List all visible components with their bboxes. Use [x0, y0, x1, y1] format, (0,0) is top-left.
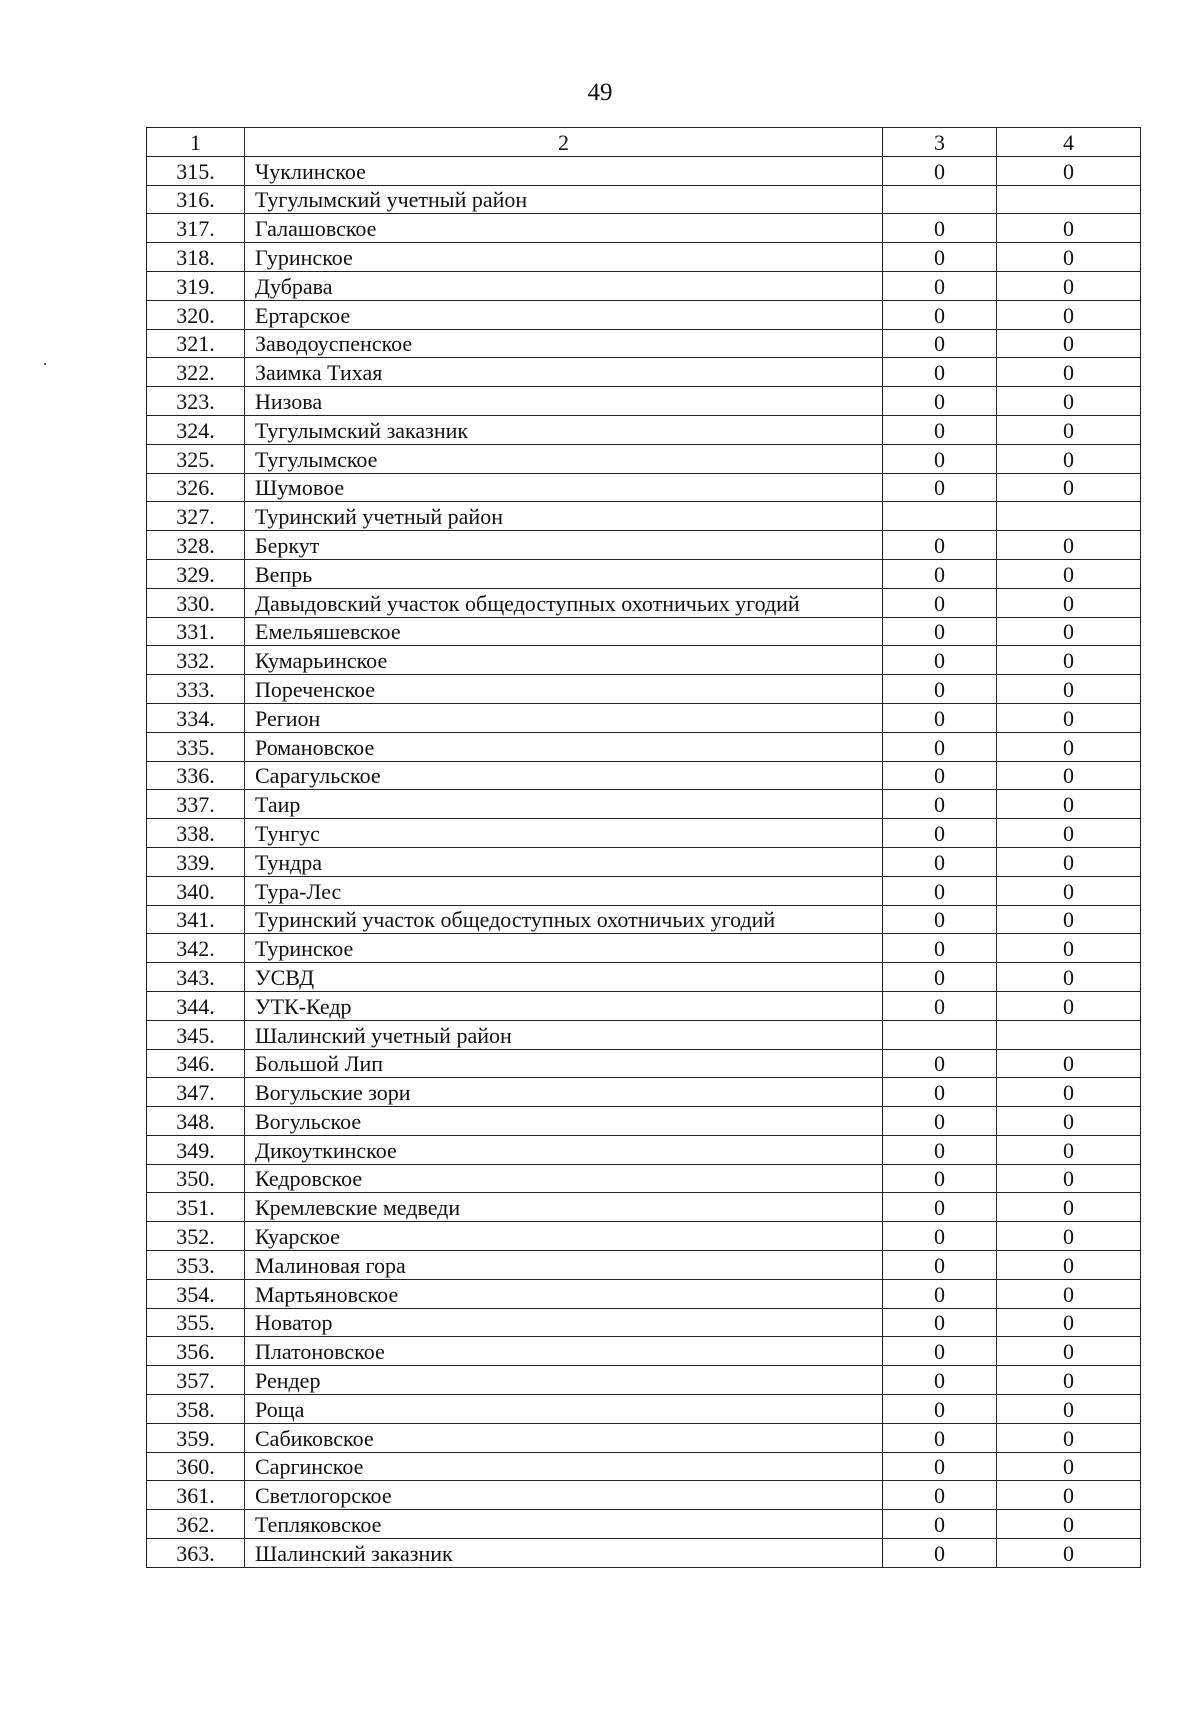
row-number-cell: 358. [147, 1395, 245, 1424]
row-number-cell: 316. [147, 185, 245, 214]
row-name-cell: Тунгус [245, 819, 883, 848]
table-row [147, 1020, 1141, 1049]
row-col4-cell: 0 [997, 415, 1141, 444]
table-row [147, 588, 1141, 617]
row-col4-cell: 0 [997, 156, 1141, 185]
header-cell-1: 1 [147, 128, 245, 157]
row-name-cell: Вогульское [245, 1107, 883, 1136]
row-number-cell: 317. [147, 214, 245, 243]
row-name-cell: Романовское [245, 732, 883, 761]
table-row [147, 156, 1141, 185]
row-name-cell: Шумовое [245, 473, 883, 502]
row-col4-cell: 0 [997, 1510, 1141, 1539]
row-col4-cell: 0 [997, 588, 1141, 617]
row-number-cell: 349. [147, 1135, 245, 1164]
table-row [147, 876, 1141, 905]
row-number-cell: 356. [147, 1337, 245, 1366]
row-name-cell: Кремлевские медведи [245, 1193, 883, 1222]
row-col4-cell [997, 185, 1141, 214]
row-col4-cell: 0 [997, 1423, 1141, 1452]
row-col3-cell: 0 [883, 444, 997, 473]
row-name-cell: Туринский участок общедоступных охотничьих угодий [245, 905, 883, 934]
row-col4-cell: 0 [997, 732, 1141, 761]
row-col4-cell: 0 [997, 473, 1141, 502]
row-col4-cell: 0 [997, 1539, 1141, 1568]
row-col4-cell [997, 1020, 1141, 1049]
row-col4-cell: 0 [997, 1135, 1141, 1164]
row-col3-cell: 0 [883, 1049, 997, 1078]
row-col4-cell: 0 [997, 819, 1141, 848]
row-name-cell: Ертарское [245, 300, 883, 329]
table-row [147, 1135, 1141, 1164]
row-number-cell: 346. [147, 1049, 245, 1078]
row-name-cell: Рендер [245, 1366, 883, 1395]
table-row [147, 1423, 1141, 1452]
row-number-cell: 359. [147, 1423, 245, 1452]
header-cell-4: 4 [997, 128, 1141, 157]
row-number-cell: 353. [147, 1251, 245, 1280]
row-name-cell: Емельяшевское [245, 617, 883, 646]
row-col3-cell: 0 [883, 588, 997, 617]
row-name-cell: Мартьяновское [245, 1279, 883, 1308]
row-col4-cell: 0 [997, 444, 1141, 473]
row-col3-cell: 0 [883, 243, 997, 272]
table-row [147, 905, 1141, 934]
row-col3-cell: 0 [883, 1222, 997, 1251]
row-number-cell: 360. [147, 1452, 245, 1481]
row-number-cell: 337. [147, 790, 245, 819]
page-number: 49 [587, 79, 613, 106]
row-number-cell: 348. [147, 1107, 245, 1136]
table-row [147, 991, 1141, 1020]
row-number-cell: 328. [147, 531, 245, 560]
row-col3-cell: 0 [883, 1510, 997, 1539]
row-number-cell: 342. [147, 934, 245, 963]
row-col3-cell: 0 [883, 1251, 997, 1280]
row-name-cell: Шалинский учетный район [245, 1020, 883, 1049]
row-name-cell: Сабиковское [245, 1423, 883, 1452]
row-name-cell: Давыдовский участок общедоступных охотничьих угодий [245, 588, 883, 617]
table-row [147, 819, 1141, 848]
row-col4-cell: 0 [997, 271, 1141, 300]
row-col3-cell: 0 [883, 646, 997, 675]
table-row [147, 1337, 1141, 1366]
table-row [147, 847, 1141, 876]
row-col3-cell: 0 [883, 1539, 997, 1568]
row-name-cell: УСВД [245, 963, 883, 992]
row-col3-cell: 0 [883, 358, 997, 387]
row-number-cell: 352. [147, 1222, 245, 1251]
row-col4-cell: 0 [997, 1078, 1141, 1107]
row-col4-cell: 0 [997, 1366, 1141, 1395]
row-col4-cell: 0 [997, 790, 1141, 819]
row-number-cell: 334. [147, 703, 245, 732]
row-col4-cell: 0 [997, 1193, 1141, 1222]
row-col4-cell: 0 [997, 1164, 1141, 1193]
row-col4-cell: 0 [997, 847, 1141, 876]
row-col4-cell: 0 [997, 646, 1141, 675]
table-row [147, 934, 1141, 963]
row-col3-cell: 0 [883, 473, 997, 502]
row-name-cell: Туринское [245, 934, 883, 963]
row-number-cell: 363. [147, 1539, 245, 1568]
row-name-cell: Платоновское [245, 1337, 883, 1366]
row-col4-cell: 0 [997, 214, 1141, 243]
row-col4-cell: 0 [997, 1337, 1141, 1366]
row-col3-cell: 0 [883, 1308, 997, 1337]
row-col4-cell: 0 [997, 1222, 1141, 1251]
row-number-cell: 335. [147, 732, 245, 761]
row-col4-cell: 0 [997, 905, 1141, 934]
row-number-cell: 354. [147, 1279, 245, 1308]
row-col4-cell: 0 [997, 761, 1141, 790]
table-row [147, 1366, 1141, 1395]
row-col4-cell: 0 [997, 531, 1141, 560]
row-col3-cell: 0 [883, 1395, 997, 1424]
row-name-cell: Новатор [245, 1308, 883, 1337]
row-name-cell: Кумарьинское [245, 646, 883, 675]
row-col3-cell: 0 [883, 300, 997, 329]
row-col3-cell: 0 [883, 415, 997, 444]
table-row [147, 1452, 1141, 1481]
row-number-cell: 315. [147, 156, 245, 185]
table-row [147, 271, 1141, 300]
row-name-cell: Кедровское [245, 1164, 883, 1193]
row-col3-cell: 0 [883, 1279, 997, 1308]
row-name-cell: Галашовское [245, 214, 883, 243]
row-col4-cell: 0 [997, 300, 1141, 329]
table-row [147, 1279, 1141, 1308]
row-col3-cell: 0 [883, 963, 997, 992]
row-col4-cell: 0 [997, 934, 1141, 963]
table-row [147, 185, 1141, 214]
row-number-cell: 331. [147, 617, 245, 646]
row-col4-cell: 0 [997, 358, 1141, 387]
row-col3-cell: 0 [883, 271, 997, 300]
row-col3-cell: 0 [883, 531, 997, 560]
table-row [147, 732, 1141, 761]
row-name-cell: Сарагульское [245, 761, 883, 790]
row-col4-cell: 0 [997, 963, 1141, 992]
row-col4-cell: 0 [997, 991, 1141, 1020]
table-row [147, 1510, 1141, 1539]
row-name-cell: Куарское [245, 1222, 883, 1251]
table-row [147, 617, 1141, 646]
row-number-cell: 322. [147, 358, 245, 387]
row-col3-cell: 0 [883, 1452, 997, 1481]
row-number-cell: 344. [147, 991, 245, 1020]
row-number-cell: 350. [147, 1164, 245, 1193]
row-name-cell: Роща [245, 1395, 883, 1424]
row-col4-cell: 0 [997, 559, 1141, 588]
row-name-cell: Дубрава [245, 271, 883, 300]
row-number-cell: 338. [147, 819, 245, 848]
row-col3-cell: 0 [883, 1078, 997, 1107]
data-table [146, 127, 1141, 1568]
row-name-cell: Пореченское [245, 675, 883, 704]
row-col3-cell: 0 [883, 1481, 997, 1510]
table-row [147, 387, 1141, 416]
row-name-cell: Вепрь [245, 559, 883, 588]
row-number-cell: 319. [147, 271, 245, 300]
row-col4-cell: 0 [997, 329, 1141, 358]
row-name-cell: Шалинский заказник [245, 1539, 883, 1568]
row-col3-cell: 0 [883, 329, 997, 358]
scan-speck [44, 363, 46, 365]
row-col4-cell: 0 [997, 1279, 1141, 1308]
table-row [147, 243, 1141, 272]
row-col3-cell: 0 [883, 905, 997, 934]
row-col4-cell: 0 [997, 1107, 1141, 1136]
table-row [147, 963, 1141, 992]
row-col3-cell: 0 [883, 1193, 997, 1222]
table-row [147, 1049, 1141, 1078]
row-number-cell: 329. [147, 559, 245, 588]
row-col4-cell: 0 [997, 1395, 1141, 1424]
row-col4-cell: 0 [997, 876, 1141, 905]
table-row [147, 473, 1141, 502]
row-col3-cell: 0 [883, 847, 997, 876]
table-header-row [147, 128, 1141, 157]
row-number-cell: 321. [147, 329, 245, 358]
table-row [147, 214, 1141, 243]
row-col3-cell: 0 [883, 387, 997, 416]
table-row [147, 531, 1141, 560]
row-name-cell: Малиновая гора [245, 1251, 883, 1280]
row-col3-cell: 0 [883, 991, 997, 1020]
row-number-cell: 320. [147, 300, 245, 329]
row-col4-cell: 0 [997, 617, 1141, 646]
row-number-cell: 332. [147, 646, 245, 675]
row-name-cell: Чуклинское [245, 156, 883, 185]
row-col3-cell: 0 [883, 934, 997, 963]
row-col4-cell: 0 [997, 1251, 1141, 1280]
row-col3-cell: 0 [883, 703, 997, 732]
row-name-cell: Регион [245, 703, 883, 732]
table-row [147, 1107, 1141, 1136]
row-col4-cell [997, 502, 1141, 531]
row-col4-cell: 0 [997, 243, 1141, 272]
row-number-cell: 323. [147, 387, 245, 416]
table-row [147, 761, 1141, 790]
row-col4-cell: 0 [997, 675, 1141, 704]
row-number-cell: 336. [147, 761, 245, 790]
row-number-cell: 345. [147, 1020, 245, 1049]
row-col3-cell: 0 [883, 790, 997, 819]
row-col3-cell: 0 [883, 156, 997, 185]
row-name-cell: Тугулымский учетный район [245, 185, 883, 214]
row-number-cell: 343. [147, 963, 245, 992]
table-row [147, 1193, 1141, 1222]
row-number-cell: 339. [147, 847, 245, 876]
row-col3-cell [883, 185, 997, 214]
table-row [147, 790, 1141, 819]
row-number-cell: 351. [147, 1193, 245, 1222]
row-name-cell: Вогульские зори [245, 1078, 883, 1107]
row-col3-cell: 0 [883, 1337, 997, 1366]
row-number-cell: 330. [147, 588, 245, 617]
row-col3-cell: 0 [883, 876, 997, 905]
row-name-cell: Тундра [245, 847, 883, 876]
table-body [147, 128, 1141, 1568]
row-number-cell: 324. [147, 415, 245, 444]
row-name-cell: Таир [245, 790, 883, 819]
row-name-cell: Заводоуспенское [245, 329, 883, 358]
row-col3-cell: 0 [883, 732, 997, 761]
row-name-cell: Заимка Тихая [245, 358, 883, 387]
row-number-cell: 361. [147, 1481, 245, 1510]
table-row [147, 358, 1141, 387]
table-row [147, 1308, 1141, 1337]
row-col3-cell: 0 [883, 1366, 997, 1395]
table-row [147, 502, 1141, 531]
row-number-cell: 340. [147, 876, 245, 905]
row-col4-cell: 0 [997, 1308, 1141, 1337]
row-number-cell: 326. [147, 473, 245, 502]
row-col3-cell: 0 [883, 1107, 997, 1136]
table-row [147, 646, 1141, 675]
row-col3-cell [883, 1020, 997, 1049]
row-number-cell: 325. [147, 444, 245, 473]
row-name-cell: Низова [245, 387, 883, 416]
row-col3-cell: 0 [883, 675, 997, 704]
table-row [147, 415, 1141, 444]
row-col4-cell: 0 [997, 703, 1141, 732]
row-name-cell: Тепляковское [245, 1510, 883, 1539]
row-number-cell: 341. [147, 905, 245, 934]
row-col3-cell: 0 [883, 617, 997, 646]
row-col3-cell: 0 [883, 214, 997, 243]
row-name-cell: Беркут [245, 531, 883, 560]
row-name-cell: Большой Лип [245, 1049, 883, 1078]
table-row [147, 444, 1141, 473]
row-number-cell: 362. [147, 1510, 245, 1539]
row-name-cell: Тура-Лес [245, 876, 883, 905]
header-cell-3: 3 [883, 128, 997, 157]
table-row [147, 1222, 1141, 1251]
row-name-cell: Тугулымский заказник [245, 415, 883, 444]
row-number-cell: 327. [147, 502, 245, 531]
table-row [147, 329, 1141, 358]
table-row [147, 559, 1141, 588]
row-name-cell: Дикоуткинское [245, 1135, 883, 1164]
row-col3-cell: 0 [883, 1135, 997, 1164]
table-row [147, 300, 1141, 329]
row-number-cell: 333. [147, 675, 245, 704]
row-col4-cell: 0 [997, 1049, 1141, 1078]
row-name-cell: Саргинское [245, 1452, 883, 1481]
table-row [147, 1164, 1141, 1193]
row-number-cell: 355. [147, 1308, 245, 1337]
row-number-cell: 357. [147, 1366, 245, 1395]
row-col3-cell: 0 [883, 1164, 997, 1193]
header-cell-2: 2 [245, 128, 883, 157]
table-row [147, 1539, 1141, 1568]
table-row [147, 675, 1141, 704]
row-number-cell: 347. [147, 1078, 245, 1107]
row-name-cell: Светлогорское [245, 1481, 883, 1510]
row-name-cell: Туринский учетный район [245, 502, 883, 531]
row-name-cell: Гуринское [245, 243, 883, 272]
row-col3-cell: 0 [883, 1423, 997, 1452]
row-col4-cell: 0 [997, 387, 1141, 416]
table-row [147, 703, 1141, 732]
row-col3-cell: 0 [883, 819, 997, 848]
row-col3-cell: 0 [883, 761, 997, 790]
row-col3-cell: 0 [883, 559, 997, 588]
table-row [147, 1251, 1141, 1280]
table-row [147, 1481, 1141, 1510]
row-number-cell: 318. [147, 243, 245, 272]
table-row [147, 1078, 1141, 1107]
row-col3-cell [883, 502, 997, 531]
table-row [147, 1395, 1141, 1424]
row-col4-cell: 0 [997, 1481, 1141, 1510]
row-name-cell: УТК-Кедр [245, 991, 883, 1020]
row-name-cell: Тугулымское [245, 444, 883, 473]
row-col4-cell: 0 [997, 1452, 1141, 1481]
